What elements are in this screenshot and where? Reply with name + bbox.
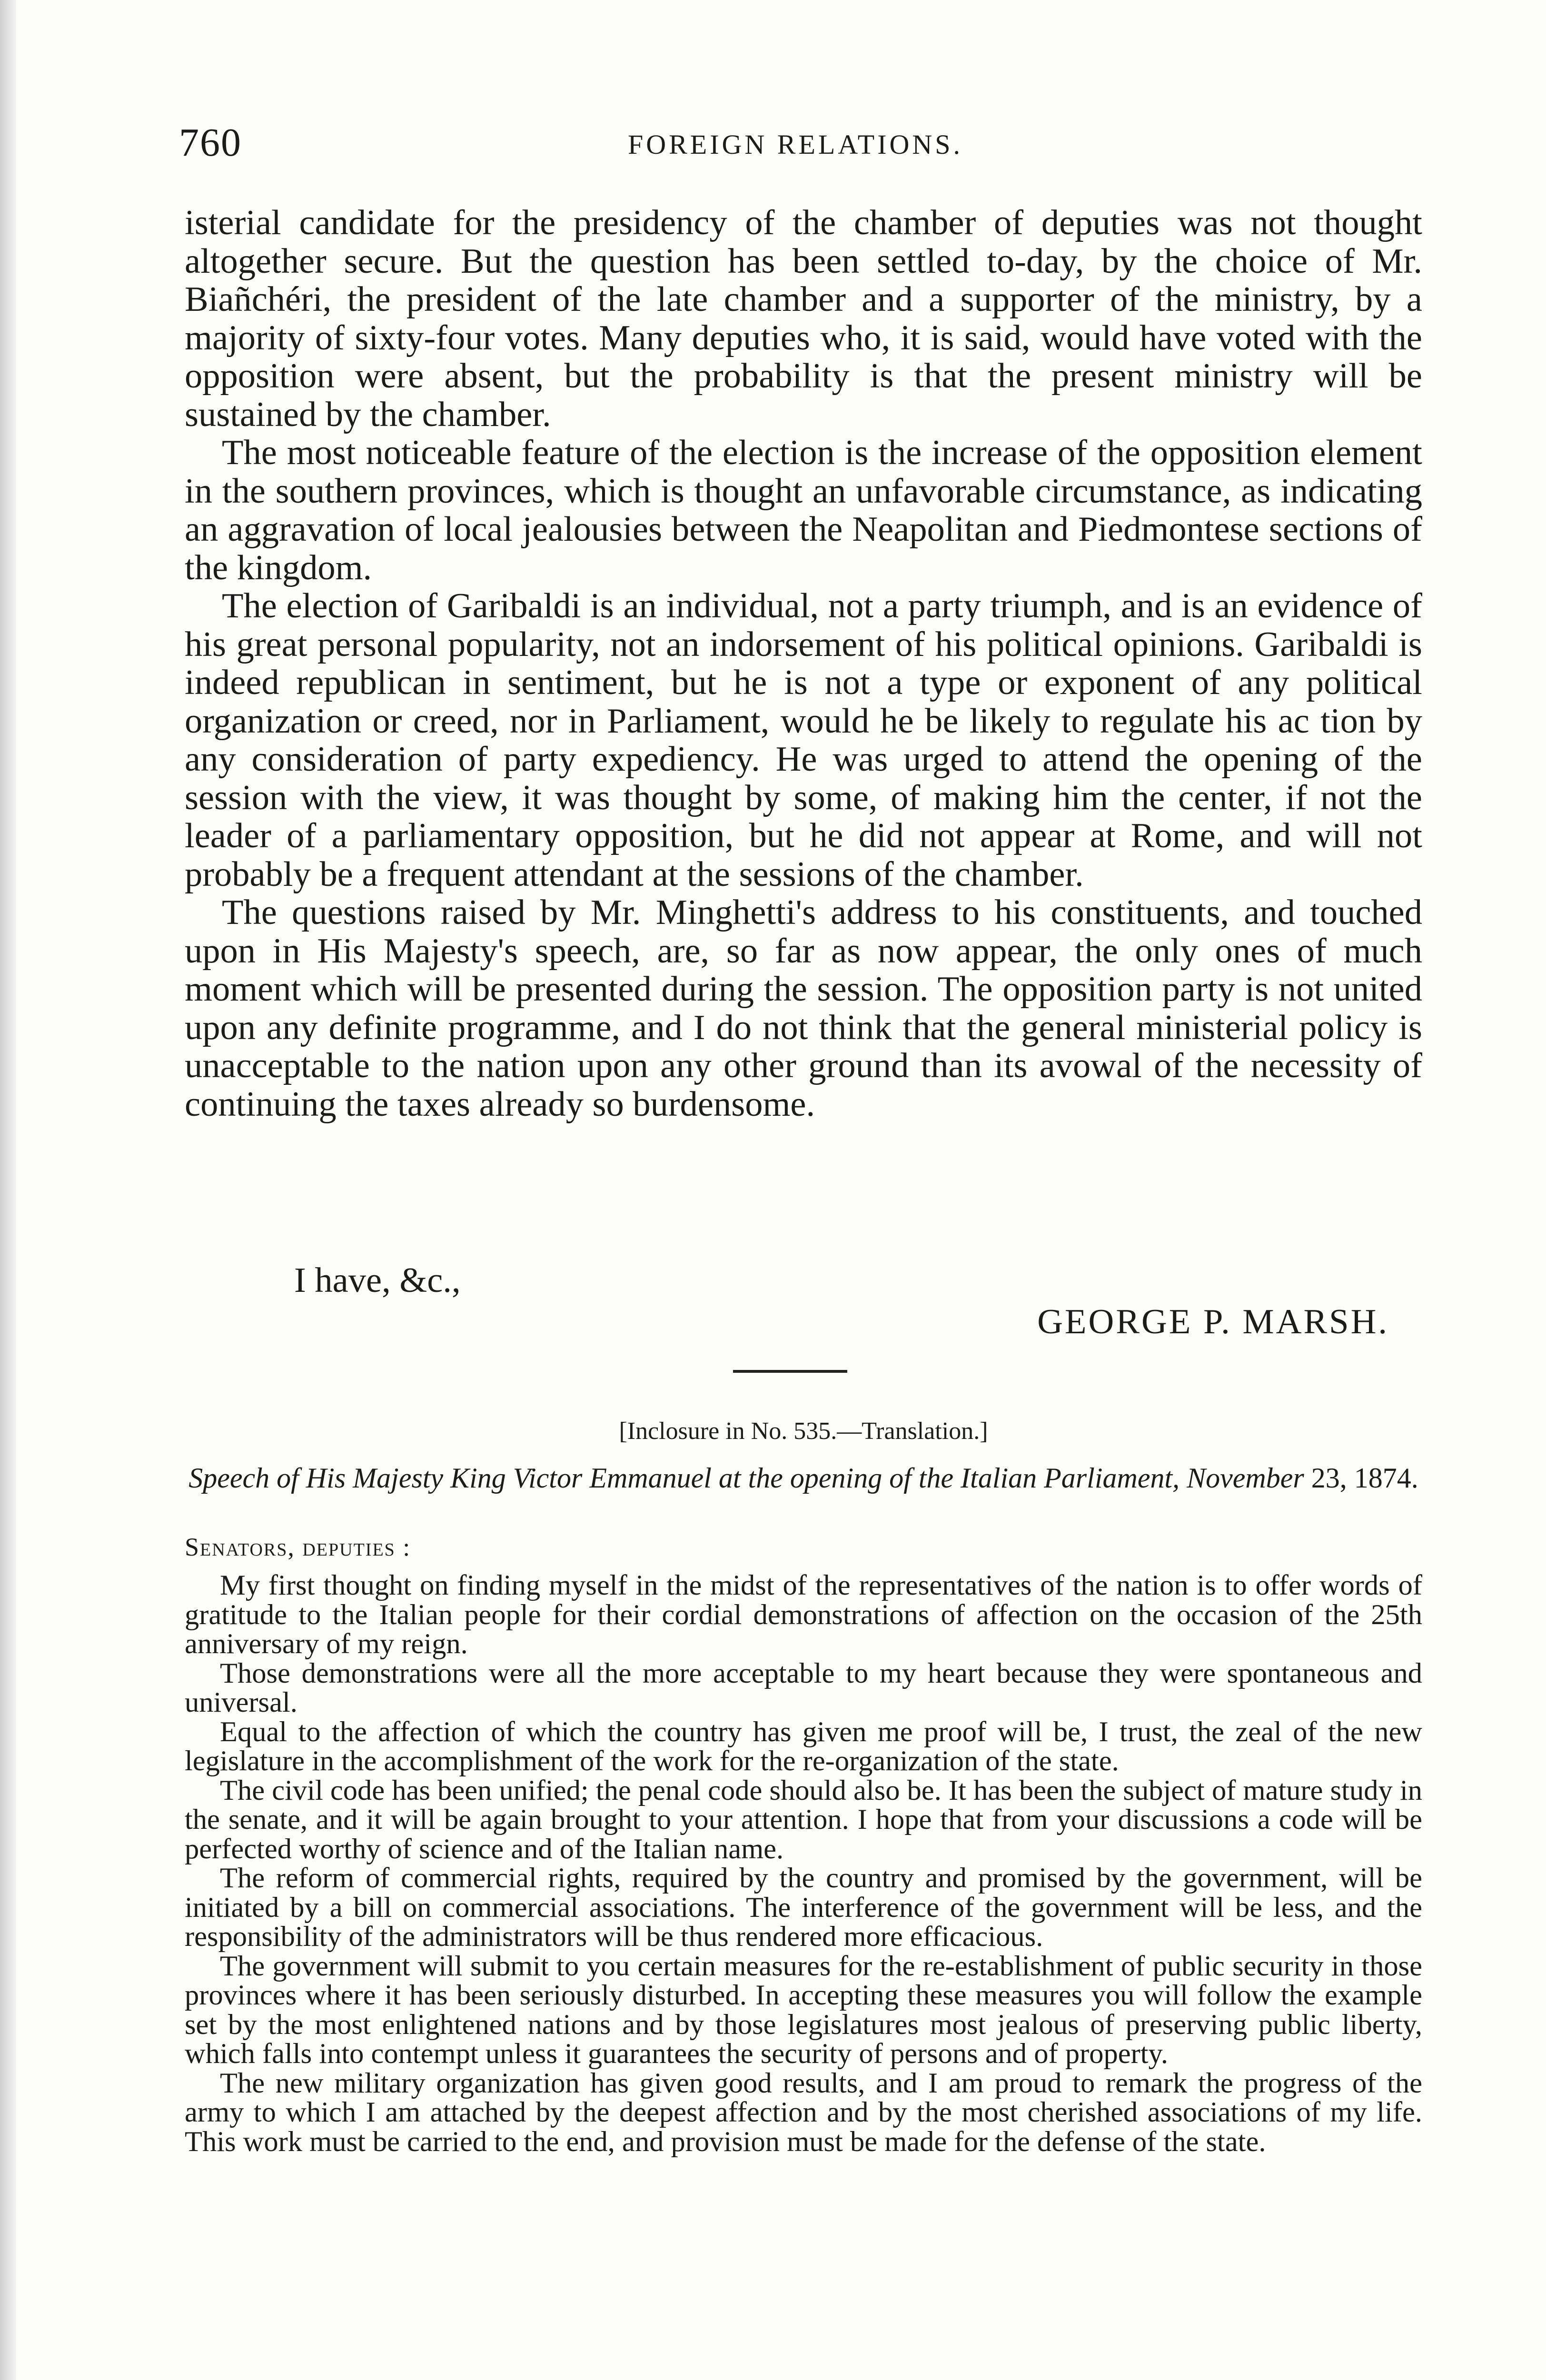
speech-title-text: Speech of His Majesty King Victor Emmanuel at the opening of the Italian Parliament, November bbox=[188, 1462, 1304, 1494]
speech-date: 23, 1874. bbox=[1311, 1462, 1418, 1494]
speech-paragraph: The new military organization has given good results, and I am proud to remark the progress of the army to which I am attached by the deepest affection and by the most cherished associations of my life. This work must be carried to the end, and provision must be made for the defense of the state. bbox=[185, 2067, 1422, 2158]
page-number: 760 bbox=[179, 120, 242, 165]
letter-paragraph: The election of Garibaldi is an individual, not a party triumph, and is an evidence of his great personal popularity, not an indorsement of his political opinions. Garibaldi is indeed republican in sentiment, but he is not a type or exponent of any political organization or creed, nor in Parliament, would he be likely to regulate his ac tion by any consideration of party expediency. He was urged to attend the opening of the session with the view, it was thought by some, of making him the center, if not the leader of a parliamentary opposition, but he did not appear at Rome, and will not probably be a frequent attendant at the sessions of the chamber. bbox=[185, 586, 1422, 894]
speech-body bbox=[185, 1571, 1422, 2156]
section-divider bbox=[733, 1370, 847, 1373]
letter-paragraph: isterial candidate for the presidency of the chamber of deputies was not thought altogether secure. But the question has been settled to-day, by the choice of Mr. Biañchéri, the president of the late chamber and a supporter of the ministry, by a majority of sixty-four votes. Many deputies who, it is said, would have voted with the opposition were absent, but the probability is that the present ministry will be sustained by the chamber. bbox=[185, 203, 1422, 434]
letter-closing bbox=[185, 1261, 1422, 1341]
letter-body bbox=[185, 204, 1422, 1123]
speech-paragraph: My first thought on finding myself in the midst of the representatives of the nation is to offer words of gratitude to the Italian people for their cordial demonstrations of affection on the occasion of the 25th anniversary of my reign. bbox=[185, 1569, 1422, 1660]
speech-title bbox=[185, 1462, 1422, 1494]
page-edge-shadow bbox=[0, 0, 16, 2380]
letter-paragraph: The questions raised by Mr. Minghetti's address to his constituents, and touched upon in His Majesty's speech, are, so far as now appear, the only ones of much moment which will be presented during the session. The opposition party is not united upon any definite programme, and I do not think that the general ministerial policy is unacceptable to the nation upon any other ground than its avowal of the necessity of continuing the taxes already so burdensome. bbox=[185, 893, 1422, 1124]
letter-paragraph: The most noticeable feature of the election is the increase of the opposition element in the southern provinces, which is thought an unfavorable circumstance, as indicating an aggravation of local jealousies between the Neapolitan and Piedmontese sections of the kingdom. bbox=[185, 433, 1422, 587]
signature: GEORGE P. MARSH. bbox=[1037, 1302, 1389, 1341]
inclosure-label: [Inclosure in No. 535.—Translation.] bbox=[619, 1418, 988, 1445]
speech-paragraph: Those demonstrations were all the more acceptable to my heart because they were spontaneous and universal. bbox=[185, 1657, 1422, 1718]
speech-paragraph: The civil code has been unified; the penal code should also be. It has been the subject of mature study in the senate, and it will be again brought to your attention. I hope that from your discussions a code will be perfected worthy of science and of the Italian name. bbox=[185, 1774, 1422, 1865]
page-header bbox=[179, 119, 1412, 171]
speech-address: Senators, deputies : bbox=[185, 1533, 411, 1561]
speech-paragraph: Equal to the affection of which the country has given me proof will be, I trust, the zeal of the new legislature in the accomplishment of the work for the re-organization of the state. bbox=[185, 1716, 1422, 1777]
speech-paragraph: The reform of commercial rights, required by the country and promised by the government, will be initiated by a bill on commercial associations. The interference of the government will be less, and the responsibility of the administrators will be thus rendered more efficacious. bbox=[185, 1862, 1422, 1953]
running-head: FOREIGN RELATIONS. bbox=[627, 129, 963, 160]
speech-paragraph: The government will submit to you certain measures for the re-establishment of public security in those provinces where it has been seriously disturbed. In accepting these measures you will follow the example set by the most enlightened nations and by those legislatures most jealous of preserving public liberty, which falls into contempt unless it guarantees the security of persons and of property. bbox=[185, 1950, 1422, 2070]
salutation: I have, &c., bbox=[294, 1261, 461, 1300]
